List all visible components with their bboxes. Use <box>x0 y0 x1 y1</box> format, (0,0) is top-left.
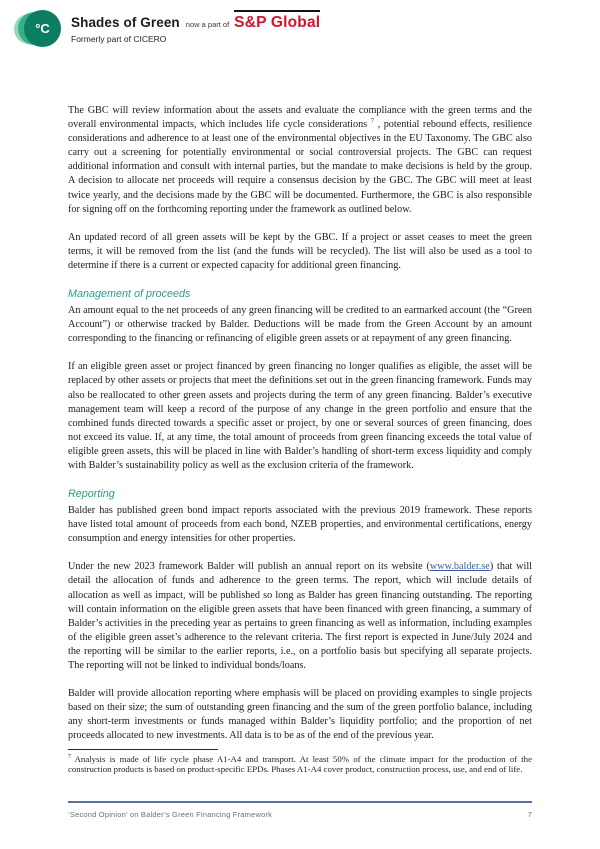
brand-connector: now a part of <box>185 20 230 29</box>
paragraph-eligibility: If an eligible green asset or project financed by green financing no longer qualifies as eligible, the asset will be replaced by other assets or projects that meet the definitions set out in the green financing framework. Funds may also be reallocated to other green assets and projects during the term of any green financing. Balder’s executive management team will keep a record of the purpose of any change in the green portfolio and ensure that the combined funds directed towards a specific asset or project, by one or several sources of green financing, does not exceed its value. If, at any time, the total amount of proceeds from green financing exceeds the total value of eligible green assets, this will be placed in line with Balder’s handling of short-term excess liquidity and comply with Balder’s sustainability policy as well as the exclusion criteria of the framework. <box>68 361 532 471</box>
paragraph-gbc-review <box>68 104 532 217</box>
paragraph-annual-report <box>68 560 532 673</box>
footnote-divider <box>68 749 218 750</box>
footnote-7 <box>68 754 532 775</box>
heading-management-of-proceeds: Management of proceeds <box>68 288 191 301</box>
footnote-marker: 7 <box>68 754 71 761</box>
footnote-text: Analysis is made of life cycle phase A1-A4 and transport. At least 50% of the climate impact for the production of the construction products is based on product-specific EPDs. Phases A1-A4 cover product, construction process, use, and end of life. <box>68 754 532 775</box>
footer-document-title: ‘Second Opinion’ on Balder’s Green Financing Framework <box>68 810 273 819</box>
degrees-celsius-icon: °C <box>35 21 50 36</box>
brand-subtitle: Formerly part of CICERO <box>71 34 167 44</box>
brand-title: Shades of Green <box>71 15 180 30</box>
paragraph-updated-record: An updated record of all green assets will be kept by the GBC. If a project or asset ceases to meet the green terms, it will be removed from the list (and the funds will be recycled). The list will also be used as a tool to determine if there is a current or expected capacity for additional green financing. <box>68 231 532 271</box>
footnote-section <box>68 749 532 775</box>
paragraph-text: , potential rebound effects, resilience considerations and adherence to at least one of the environmental objectives in the EU Taxonomy. The GBC also carry out a screening for potentially environmental or social controversial projects. The GBC can request additional information and consult with internal parties, but the mandate to make decisions is held by the group. A decision to allocate net proceeds will require a consensus decision by the GBC. The GBC will meet at least twice yearly, and the decisions made by the GBC will be documented. Furthermore, the GBC is also responsible for signing off on the forthcoming reporting under the framework as outlined below. <box>68 119 532 215</box>
balder-website-link[interactable]: www.balder.se <box>429 561 490 573</box>
heading-reporting: Reporting <box>68 488 115 501</box>
sp-global-logo: S&P Global <box>234 10 320 32</box>
paragraph-allocation-reporting: Balder will provide allocation reporting where emphasis will be placed on providing examples to single projects based on their size; the sum of outstanding green financing and the sum of the green portfolio balance, including any short-term investments or funds managed within Balder’s liquidity portfolio; and the proportion of net proceeds allocated to new investments. All data is to be as of the end of the previous year. <box>68 688 532 742</box>
brand-block <box>71 10 320 44</box>
footnote-ref-7: 7 <box>370 117 375 125</box>
shades-of-green-logo-icon <box>14 10 64 48</box>
header <box>14 10 320 48</box>
paragraph-green-account: An amount equal to the net proceeds of any green financing will be credited to an earmarked account (the “Green Account”) or otherwise tracked by Balder. Deductions will be made from the Green Account by an amount corresponding to the financing or refinancing of eligible green assets or at repayment of any green financing. <box>68 305 532 345</box>
logo-circle-dark <box>24 10 61 47</box>
paragraph-text: Under the new 2023 framework Balder will publish an annual report on its website ( <box>68 561 430 573</box>
document-body <box>68 104 532 757</box>
paragraph-text: ) that will detail the allocation of funds and adherence to the green terms. The report, which will include details of allocation as well as impact, will be published so long as Balder has green financing outstanding. The reporting will contain information on the eligible green assets that have been financed with green financing, a summary of Balder’s activities in the preceding year as pertains to green financing as well as information, including examples of the eligible green asset’s adherence to the relevant criteria. The first report is expected in June/July 2024 and the reporting will be similar to the earlier reports, i.e., on a portfolio basis but specifying all separate projects. The reporting will not be linked to individual bonds/loans. <box>68 561 532 671</box>
paragraph-impact-reports: Balder has published green bond impact reports associated with the previous 2019 framework. These reports have listed total amount of proceeds from each bond, NZEB properties, and environmental certifications, energy consumption and energy intensities for other properties. <box>68 505 532 545</box>
paragraph-text: The GBC will review information about the assets and evaluate the compliance with the green terms and the overall environmental impacts, which includes life cycle considerations <box>68 105 532 131</box>
page-number: 7 <box>527 810 532 819</box>
page-footer <box>68 801 532 819</box>
